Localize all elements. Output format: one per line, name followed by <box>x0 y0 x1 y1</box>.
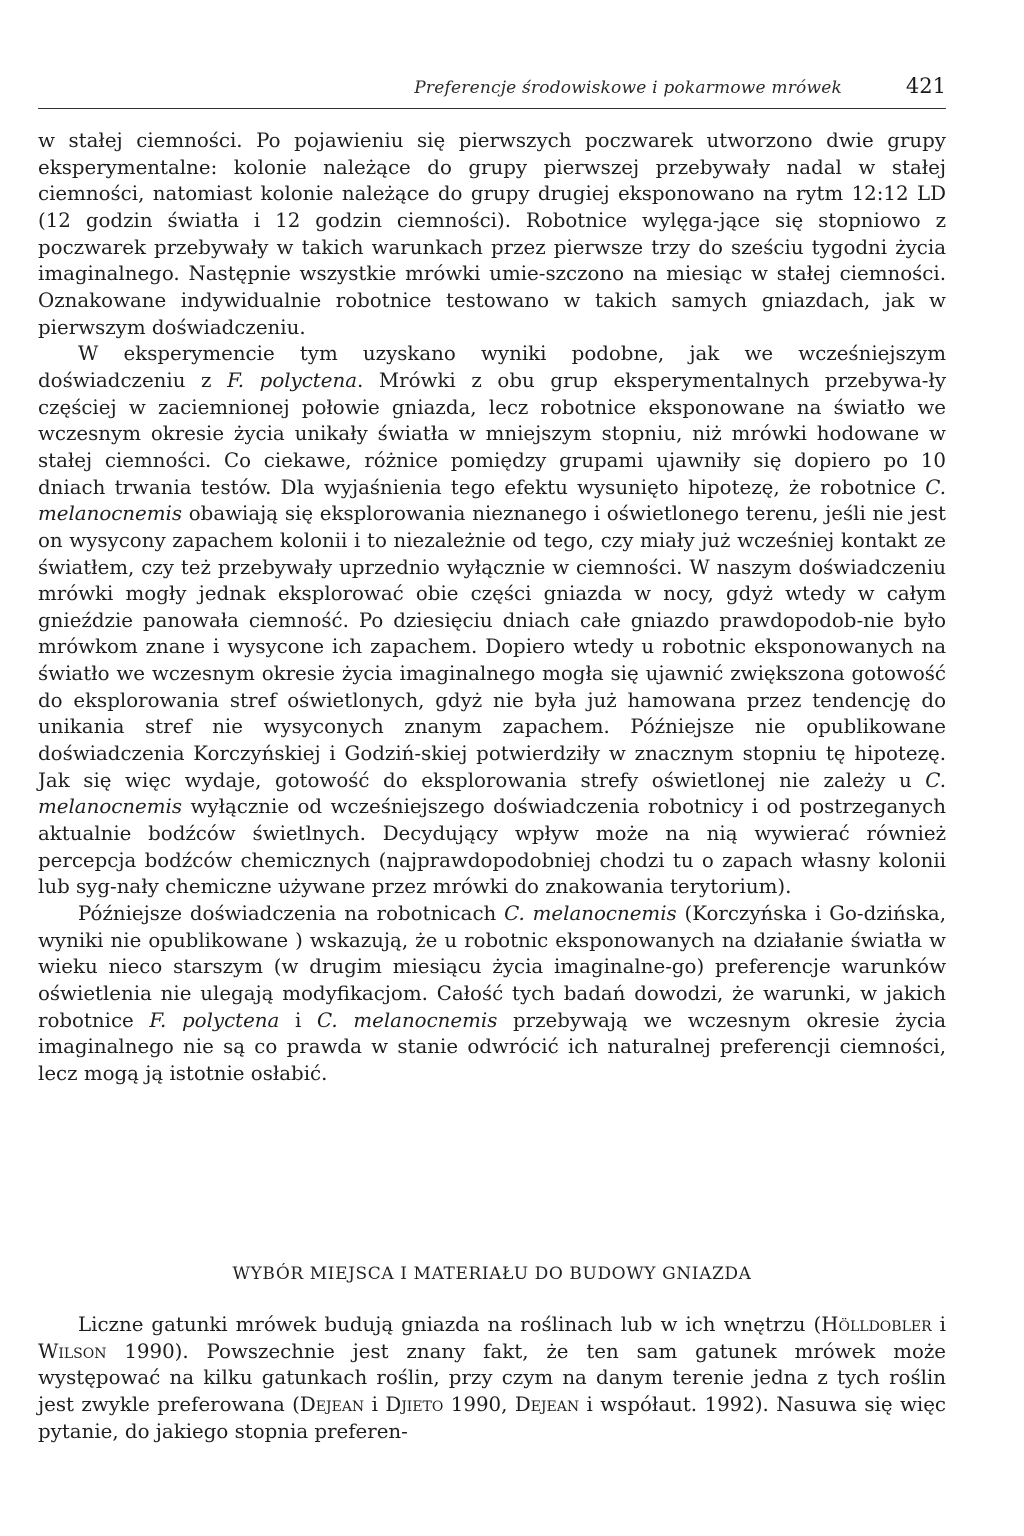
text-run: 1990, <box>443 1392 515 1416</box>
species-name: F. polyctena <box>149 1008 280 1032</box>
author-name: Hölldobler <box>821 1313 932 1336</box>
species-name: C. melanocnemis <box>38 475 946 526</box>
text-run: 1990). Powszechnie jest znany fakt, że ten sam gatunek mrówek może występować na kilku gatunkach roślin, przy czym na danym terenie jedna z tych roślin jest zwykle preferowana ( <box>38 1339 946 1416</box>
text-run: wyłącznie od wcześniejszego doświadczenia robotnicy i od postrzeganych aktualnie bodźców świetlnych. Decydujący wpływ może na nią wywierać również percepcja bodźców chemicznych (najprawdopodobniej chodzi tu o zapach własny kolonii lub syg-nały chemiczne używane przez mrówki do znakowania terytorium). <box>38 795 946 899</box>
species-name: F. polyctena <box>227 368 357 392</box>
author-name: Wilson <box>38 1339 107 1363</box>
paragraph-2 <box>38 341 946 901</box>
text-run: obawiają się eksplorowania nieznanego i oświetlonego terenu, jeśli nie jest on wysycony zapachem kolonii i to niezależnie od tego, czy miały już wcześniej kontakt ze światłem, czy też przebywały uprzednio wyłącznie w ciemności. W naszym doświadczeniu mrówki mogły jednak eksplorować obie części gniazda w nocy, gdyż wtedy w całym gnieździe panowała ciemność. Po dziesięciu dniach całe gniazdo prawdopodob-nie było mrówkom znane i wysycone ich zapachem. Dopiero wtedy u robotnic eksponowanych na światło we wczesnym okresie życia imaginalnego mogła się ujawnić zwiększona gotowość do eksplorowania stref oświetlonych, gdyż nie była już hamowana przez tendencję do unikania stref nie wysyconych znanym zapachem. Późniejsze nie opublikowane doświadczenia Korczyńskiej i Godziń-skiej potwierdziły w znacznym stopniu tę hipotezę. Jak się więc wydaje, gotowość do eksplorowania strefy oświetlonej nie zależy u <box>38 502 946 792</box>
text-run: i <box>364 1392 386 1416</box>
text-run: i <box>931 1313 946 1336</box>
text-run: Późniejsze doświadczenia na robotnicach <box>78 902 505 926</box>
author-name: Dejean <box>514 1392 580 1416</box>
paragraph-3 <box>38 901 946 1088</box>
species-name: C. melanocnemis <box>504 902 677 926</box>
paragraph-1 <box>38 128 946 341</box>
text-run: i <box>279 1008 317 1032</box>
section-heading: WYBÓR MIEJSCA I MATERIAŁU DO BUDOWY GNIAZDA <box>232 1264 752 1284</box>
author-name: Djieto <box>385 1392 444 1416</box>
text-run: (Korczyńska i Go-dzińska, wyniki nie opublikowane ) wskazują, że u robotnic eksponowanych na działanie światła w wieku nieco starszym (w drugim miesiącu życia imaginalne-go) preferencje warunków oświetlenia nie ulegają modyfikacjom. Całość tych badań dowodzi, że warunki, w jakich robotnice <box>38 902 946 1032</box>
text-run: i współaut. 1992). Nasuwa się więc pytanie, do jakiego stopnia preferen- <box>38 1392 946 1443</box>
body-text <box>38 128 946 1088</box>
author-name: Dejean <box>299 1392 365 1416</box>
section-text <box>38 1312 946 1445</box>
text-run: . Mrówki z obu grup eksperymentalnych przebywa-ły częściej w zaciemnionej połowie gniazda, lecz robotnice eksponowane na światło we wczesnym okresie życia unikały światła w mniejszym stopniu, niż mrówki hodowane w stałej ciemności. Co ciekawe, różnice pomiędzy grupami ujawniły się dopiero po 10 dniach trwania testów. Dla wyjaśnienia tego efektu wysunięto hipotezę, że robotnice <box>38 368 947 499</box>
text-run: Liczne gatunki mrówek budują gniazda na roślinach lub w ich wnętrzu ( <box>78 1313 822 1336</box>
text-run: w stałej ciemności. Po pojawieniu się pierwszych poczwarek utworzono dwie grupy eksperymentalne: kolonie należące do grupy pierwszej przebywały nadal w stałej ciemności, natomiast kolonie należące do grupy drugiej eksponowano na rytm 12:12 LD (12 godzin światła i 12 godzin ciemności). Robotnice wylęga-jące się stopniowo z poczwarek przebywały w takich warunkach przez pierwsze trzy do sześciu tygodni życia imaginalnego. Następnie wszystkie mrówki umie-szczono na miesiąc w stałej ciemności. Oznakowane indywidualnie robotnice testowano w takich samych gniazdach, jak w pierwszym doświadczeniu. <box>38 129 946 339</box>
section-paragraph <box>38 1312 946 1445</box>
text-run: W eksperymencie tym uzyskano wyniki podobne, jak we wcześniejszym doświadczeniu z <box>38 342 946 392</box>
running-title: Preferencje środowiskowe i pokarmowe mrówek <box>414 78 842 98</box>
running-header <box>38 74 946 109</box>
text-run: przebywają we wczesnym okresie życia imaginalnego nie są co prawda w stanie odwrócić ich naturalnej preferencji ciemności, lecz mogą ją istotnie osłabić. <box>38 1008 947 1085</box>
species-name: C. melanocnemis <box>38 768 946 819</box>
species-name: C. melanocnemis <box>316 1008 498 1032</box>
page-number: 421 <box>905 74 946 98</box>
